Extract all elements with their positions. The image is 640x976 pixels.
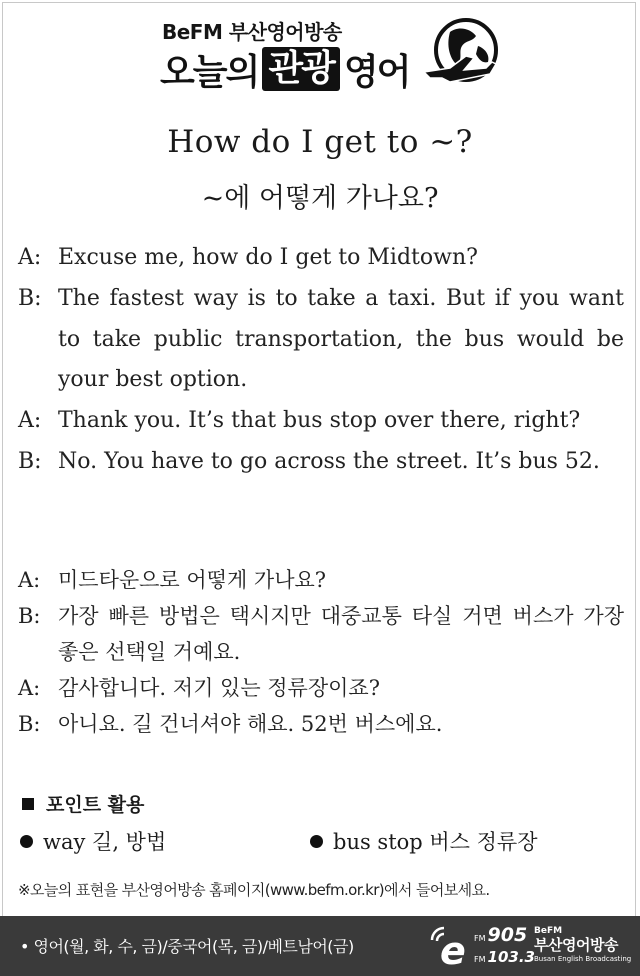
dialogue-text: 미드타운으로 어떻게 가나요? bbox=[58, 568, 327, 592]
fm-label: FM bbox=[474, 955, 486, 964]
points-heading bbox=[22, 790, 144, 817]
dialogue-text: 가장 빠른 방법은 택시지만 대중교통 타실 거면 버스가 가장 좋은 선택일 거예요. bbox=[58, 604, 624, 664]
point-item bbox=[20, 826, 166, 856]
svg-text:e: e bbox=[440, 929, 466, 968]
square-bullet-icon bbox=[22, 798, 34, 810]
header bbox=[0, 0, 640, 100]
speaker-label: A: bbox=[18, 245, 42, 270]
station-name-ko: 부산영어방송 bbox=[534, 936, 618, 954]
dialogue-text: Excuse me, how do I get to Midtown? bbox=[58, 245, 478, 270]
dialogue-korean bbox=[18, 562, 624, 742]
globe-airplane-icon bbox=[420, 16, 502, 94]
dialogue-line bbox=[18, 238, 624, 279]
speaker-label: A: bbox=[18, 676, 41, 700]
speaker-label: A: bbox=[18, 408, 42, 434]
dialogue-text: Thank you. It’s that bus stop over there, right? bbox=[58, 408, 581, 434]
point-item bbox=[310, 826, 538, 856]
dialogue-line bbox=[18, 279, 624, 401]
dialogue-english bbox=[18, 238, 624, 483]
dialogue-line bbox=[18, 598, 624, 670]
website-note: ※오늘의 표현을 부산영어방송 홈페이지(www.befm.or.kr)에서 들어보세요. bbox=[18, 881, 490, 899]
speaker-label: B: bbox=[18, 712, 41, 736]
dialogue-text: 아니요. 길 건너셔야 해요. 52번 버스에요. bbox=[58, 712, 443, 736]
dialogue-line bbox=[18, 401, 624, 442]
fm-label: FM bbox=[474, 934, 486, 943]
speaker-label: B: bbox=[18, 448, 42, 474]
title-english: How do I get to ~? bbox=[167, 124, 473, 160]
dialogue-text: 감사합니다. 저기 있는 정류장이죠? bbox=[58, 676, 380, 700]
points-heading-text: 포인트 활용 bbox=[46, 794, 145, 816]
footer bbox=[0, 916, 640, 976]
dialogue-text: The fastest way is to take a taxi. But if you want to take public transportation, the bus would be your best option. bbox=[58, 285, 624, 393]
header-title bbox=[160, 46, 409, 92]
frequency-row-2 bbox=[474, 948, 535, 969]
header-brand: BeFM 부산영어방송 bbox=[162, 20, 342, 44]
station-subtitle: Busan English Broadcasting bbox=[534, 955, 632, 963]
frequency-primary: 905 bbox=[487, 924, 528, 946]
dialogue-line bbox=[18, 562, 624, 598]
dialogue-line bbox=[18, 706, 624, 742]
frequency-row-1 bbox=[474, 926, 535, 948]
dialogue-line bbox=[18, 670, 624, 706]
bullet-dot-icon bbox=[310, 835, 323, 848]
frequency bbox=[474, 926, 535, 969]
dialogue-text: No. You have to go across the street. It’s bus 52. bbox=[58, 448, 600, 474]
header-title-boxed: 관광 bbox=[262, 47, 340, 91]
frequency-secondary: 103.3 bbox=[487, 948, 535, 966]
speaker-label: A: bbox=[18, 568, 41, 592]
header-title-left: 오늘의 bbox=[160, 51, 259, 93]
radio-wave-e-icon bbox=[426, 924, 472, 968]
bullet-dot-icon bbox=[20, 835, 33, 848]
station-logo bbox=[424, 922, 634, 970]
dialogue-line bbox=[18, 442, 624, 483]
header-title-right: 영어 bbox=[343, 51, 410, 93]
station-name-en: BeFM bbox=[534, 926, 563, 936]
point-text: bus stop 버스 정류장 bbox=[333, 830, 538, 854]
speaker-label: B: bbox=[18, 604, 41, 628]
title-korean: ~에 어떻게 가나요? bbox=[201, 183, 439, 214]
broadcast-schedule: • 영어(월, 화, 수, 금)/중국어(목, 금)/베트남어(금) bbox=[20, 937, 354, 956]
speaker-label: B: bbox=[18, 285, 42, 311]
point-text: way 길, 방법 bbox=[43, 830, 167, 854]
station-name bbox=[534, 926, 631, 964]
